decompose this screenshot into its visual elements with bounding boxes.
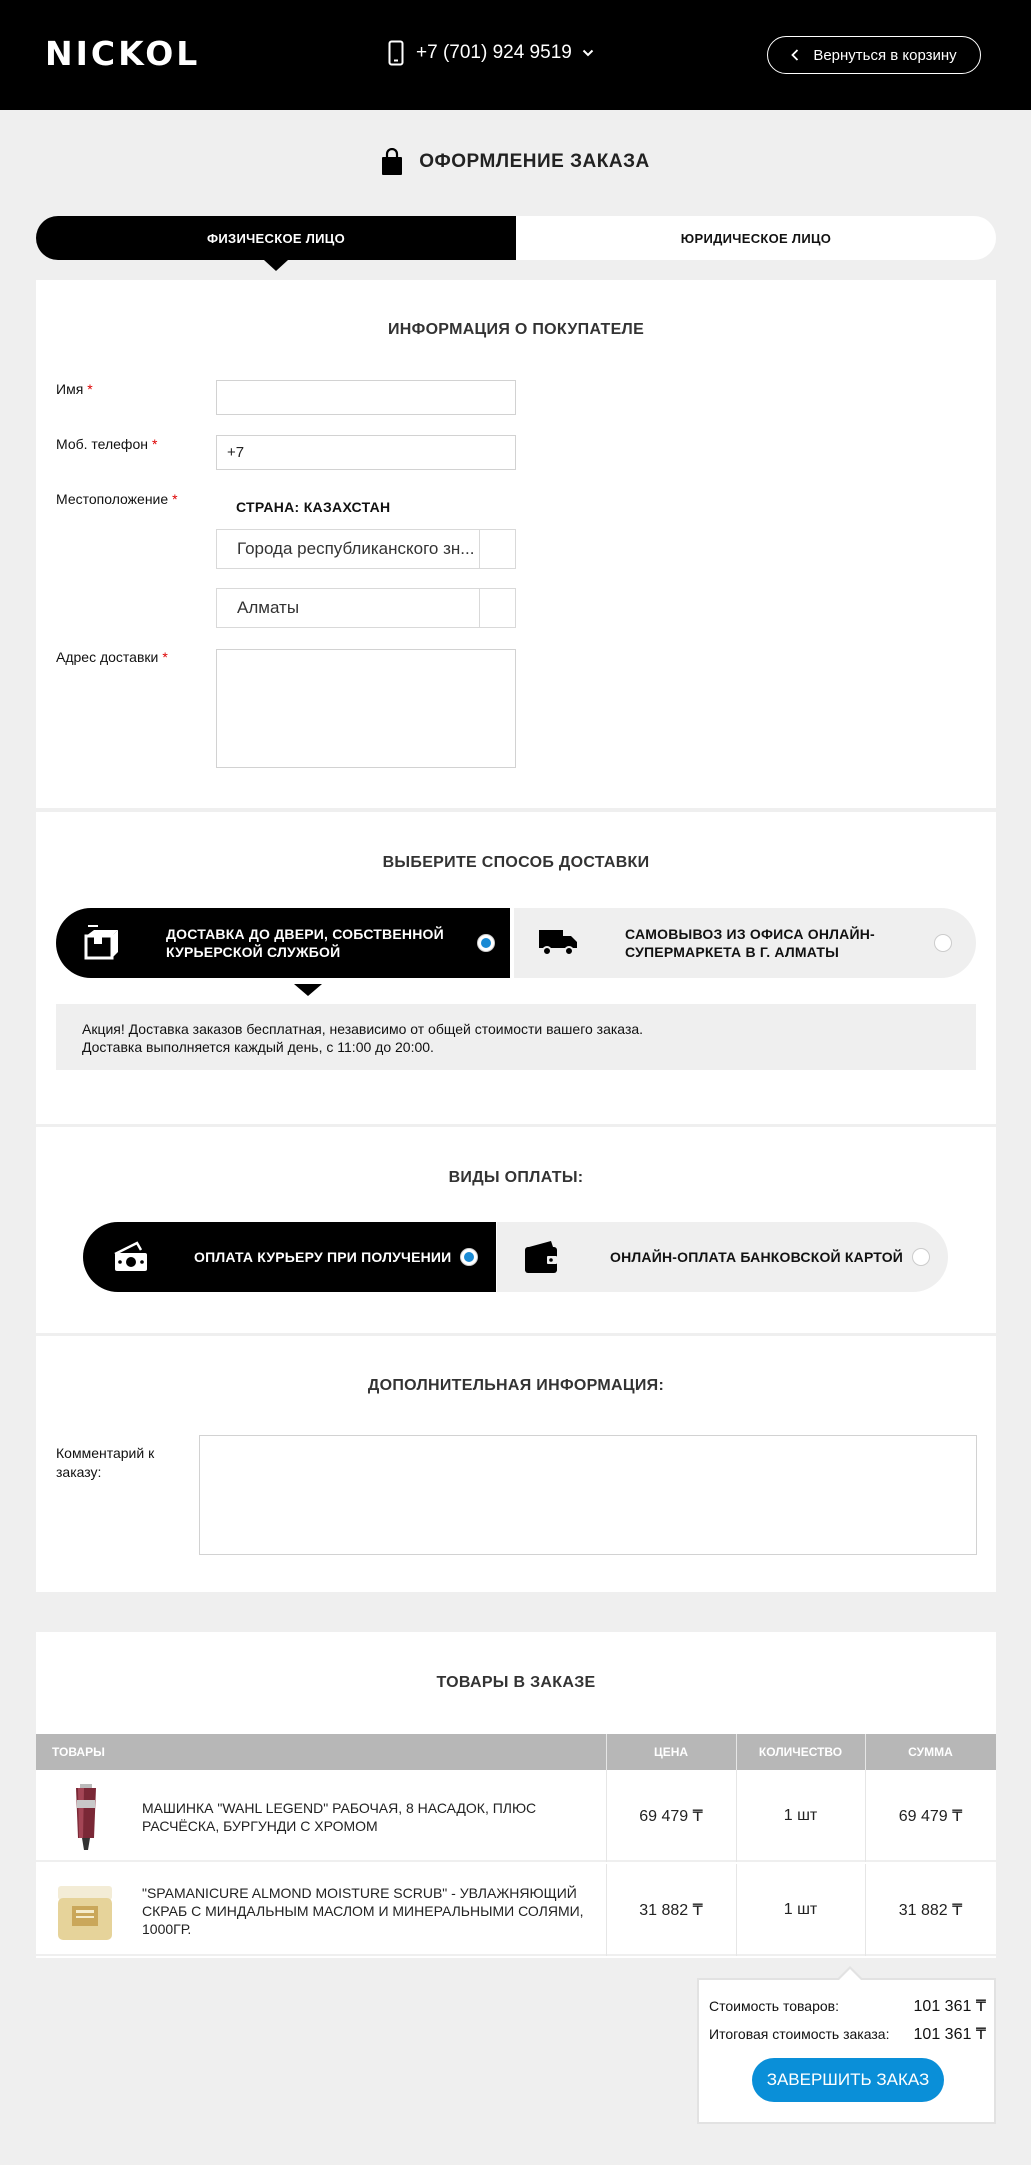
name-input[interactable] (216, 380, 516, 415)
site-header (0, 0, 1031, 110)
page-title (0, 148, 1031, 176)
payment-title: ВИДЫ ОПЛАТЫ: (448, 1169, 584, 1186)
product-image-hair-clipper[interactable] (54, 1780, 116, 1852)
page-title-text: ОФОРМЛЕНИЕ ЗАКАЗА (419, 151, 650, 172)
promo-line-1: Акция! Доставка заказов бесплатная, независимо от общей стоимости вашего заказа. (82, 1021, 644, 1037)
payment-option-cash[interactable] (83, 1222, 496, 1292)
delivery-pickup-text (625, 925, 875, 961)
extra-info-section (36, 1336, 996, 1592)
back-to-cart-button[interactable] (767, 36, 981, 74)
column-divider (865, 1864, 866, 1956)
truck-icon (538, 926, 578, 958)
total-cost-value: 101 361 ₸ (913, 2026, 986, 2043)
address-label (56, 649, 168, 665)
total-cost-label: Итоговая стоимость заказа: (709, 2026, 890, 2042)
column-divider (606, 1864, 607, 1956)
phone-label-text: Моб. телефон (56, 436, 148, 452)
payment-card-label: ОНЛАЙН-ОПЛАТА БАНКОВСКОЙ КАРТОЙ (610, 1249, 904, 1265)
address-textarea[interactable] (216, 649, 516, 768)
product-name[interactable] (142, 1884, 584, 1938)
goods-cost-label: Стоимость товаров: (709, 1998, 839, 2014)
comment-textarea[interactable] (199, 1435, 977, 1555)
goods-cost-value: 101 361 ₸ (913, 1998, 986, 2015)
country-value: СТРАНА: КАЗАХСТАН (236, 499, 391, 515)
name-label (56, 381, 93, 397)
required-mark: * (162, 649, 168, 665)
product-name-line: "SPAMANICURE ALMOND MOISTURE SCRUB" - УВЛАЖНЯЮЩИЙ (142, 1885, 577, 1901)
product-price: 31 882 ₸ (639, 1902, 703, 1919)
tab-individual[interactable]: ФИЗИЧЕСКОЕ ЛИЦО (36, 216, 516, 260)
payment-option-card[interactable] (497, 1222, 948, 1292)
city-select-toggle[interactable] (479, 589, 515, 627)
product-name-line: 1000ГР. (142, 1921, 192, 1937)
comment-label-line2: заказу: (56, 1464, 102, 1480)
delivery-courier-line1: ДОСТАВКА ДО ДВЕРИ, СОБСТВЕННОЙ (166, 926, 444, 942)
column-header-qty: КОЛИЧЕСТВО (758, 1745, 843, 1759)
tab-legal-entity[interactable]: ЮРИДИЧЕСКОЕ ЛИЦО (680, 230, 832, 246)
delivery-pickup-radio[interactable] (934, 934, 952, 952)
extra-info-title: ДОПОЛНИТЕЛЬНАЯ ИНФОРМАЦИЯ: (367, 1377, 665, 1394)
back-to-cart-label: Вернуться в корзину (813, 46, 957, 64)
shopping-bag-icon (381, 148, 403, 176)
delivery-courier-text (166, 925, 444, 961)
phone-number: +7 (701) 924 9519 (416, 42, 572, 63)
delivery-pickup-line1: САМОВЫВОЗ ИЗ ОФИСА ОНЛАЙН- (625, 926, 875, 942)
order-items-section (36, 1632, 996, 1958)
selected-option-pointer (294, 984, 322, 996)
buyer-info-section (36, 280, 996, 808)
product-quantity: 1 шт (783, 1901, 818, 1918)
column-header-sum: СУММА (908, 1745, 953, 1759)
payment-cash-radio[interactable] (460, 1248, 478, 1266)
phone-label (56, 436, 157, 452)
total-cost-row (709, 2026, 986, 2042)
buyer-info-title: ИНФОРМАЦИЯ О ПОКУПАТЕЛЕ (387, 321, 645, 338)
site-logo[interactable]: NICKOL (45, 34, 201, 73)
person-type-tabs (36, 216, 996, 260)
city-select-value: Алматы (237, 598, 300, 617)
column-divider (606, 1770, 607, 1862)
mobile-phone-icon (388, 40, 404, 66)
name-label-text: Имя (56, 381, 84, 397)
product-quantity: 1 шт (783, 1807, 818, 1824)
payment-card-radio[interactable] (912, 1248, 930, 1266)
payment-cash-label: ОПЛАТА КУРЬЕРУ ПРИ ПОЛУЧЕНИИ (194, 1249, 452, 1265)
delivery-option-courier[interactable] (56, 908, 510, 978)
order-summary-box (697, 1978, 996, 2124)
box-delivery-icon (82, 924, 122, 960)
delivery-pickup-line2: СУПЕРМАРКЕТА В Г. АЛМАТЫ (625, 944, 840, 960)
column-header-price: ЦЕНА (653, 1745, 689, 1759)
phone-input[interactable]: +7 (216, 435, 516, 470)
column-header-goods: ТОВАРЫ (52, 1745, 105, 1759)
delivery-section (36, 812, 996, 1124)
column-divider (736, 1770, 737, 1862)
product-image-scrub-jar[interactable] (54, 1874, 116, 1946)
chevron-down-icon (582, 49, 594, 57)
column-divider (865, 1770, 866, 1862)
product-name-line: СКРАБ С МИНДАЛЬНЫМ МАСЛОМ И МИНЕРАЛЬНЫМИ СОЛЯМИ, (142, 1903, 584, 1919)
comment-label-line1: Комментарий к (56, 1445, 155, 1461)
delivery-option-pickup[interactable] (514, 908, 976, 978)
product-sum: 69 479 ₸ (898, 1808, 963, 1825)
order-table-header (36, 1734, 996, 1770)
city-select[interactable] (216, 588, 516, 628)
product-name-line: МАШИНКА "WAHL LEGEND" РАБОЧАЯ, 8 НАСАДОК, ПЛЮС (142, 1800, 537, 1816)
region-select-value: Города республиканского зн... (237, 539, 475, 558)
product-sum: 31 882 ₸ (898, 1902, 963, 1919)
required-mark: * (151, 436, 158, 452)
column-divider (606, 1734, 607, 1770)
required-mark: * (172, 491, 178, 507)
column-divider (865, 1734, 866, 1770)
goods-cost-row (709, 1998, 986, 2014)
product-name-line: РАСЧЁСКА, БУРГУНДИ С ХРОМОМ (142, 1818, 378, 1834)
order-items-title: ТОВАРЫ В ЗАКАЗЕ (436, 1674, 596, 1691)
region-select-toggle[interactable] (479, 530, 515, 568)
product-price: 69 479 ₸ (639, 1808, 703, 1825)
table-row (36, 1770, 996, 1862)
delivery-title: ВЫБЕРИТЕ СПОСОБ ДОСТАВКИ (382, 854, 650, 871)
phone-selector[interactable] (388, 40, 594, 66)
cash-icon (111, 1240, 151, 1274)
required-mark: * (87, 381, 93, 397)
delivery-promo-note (56, 1004, 976, 1070)
finish-order-button[interactable]: ЗАВЕРШИТЬ ЗАКАЗ (752, 2058, 944, 2102)
product-name[interactable] (142, 1799, 536, 1835)
location-label-text: Местоположение (56, 491, 169, 507)
delivery-courier-line2: КУРЬЕРСКОЙ СЛУЖБОЙ (166, 944, 341, 960)
chevron-left-icon (791, 49, 799, 61)
column-divider (736, 1864, 737, 1956)
promo-line-2: Доставка выполняется каждый день, с 11:00 до 20:00. (82, 1039, 434, 1055)
table-row (36, 1864, 996, 1956)
region-select[interactable] (216, 529, 516, 569)
payment-section (36, 1127, 996, 1333)
column-divider (736, 1734, 737, 1770)
wallet-icon (521, 1239, 561, 1275)
delivery-courier-radio[interactable] (477, 934, 495, 952)
comment-label (56, 1444, 154, 1482)
location-label (56, 491, 178, 507)
address-label-text: Адрес доставки (56, 649, 159, 665)
